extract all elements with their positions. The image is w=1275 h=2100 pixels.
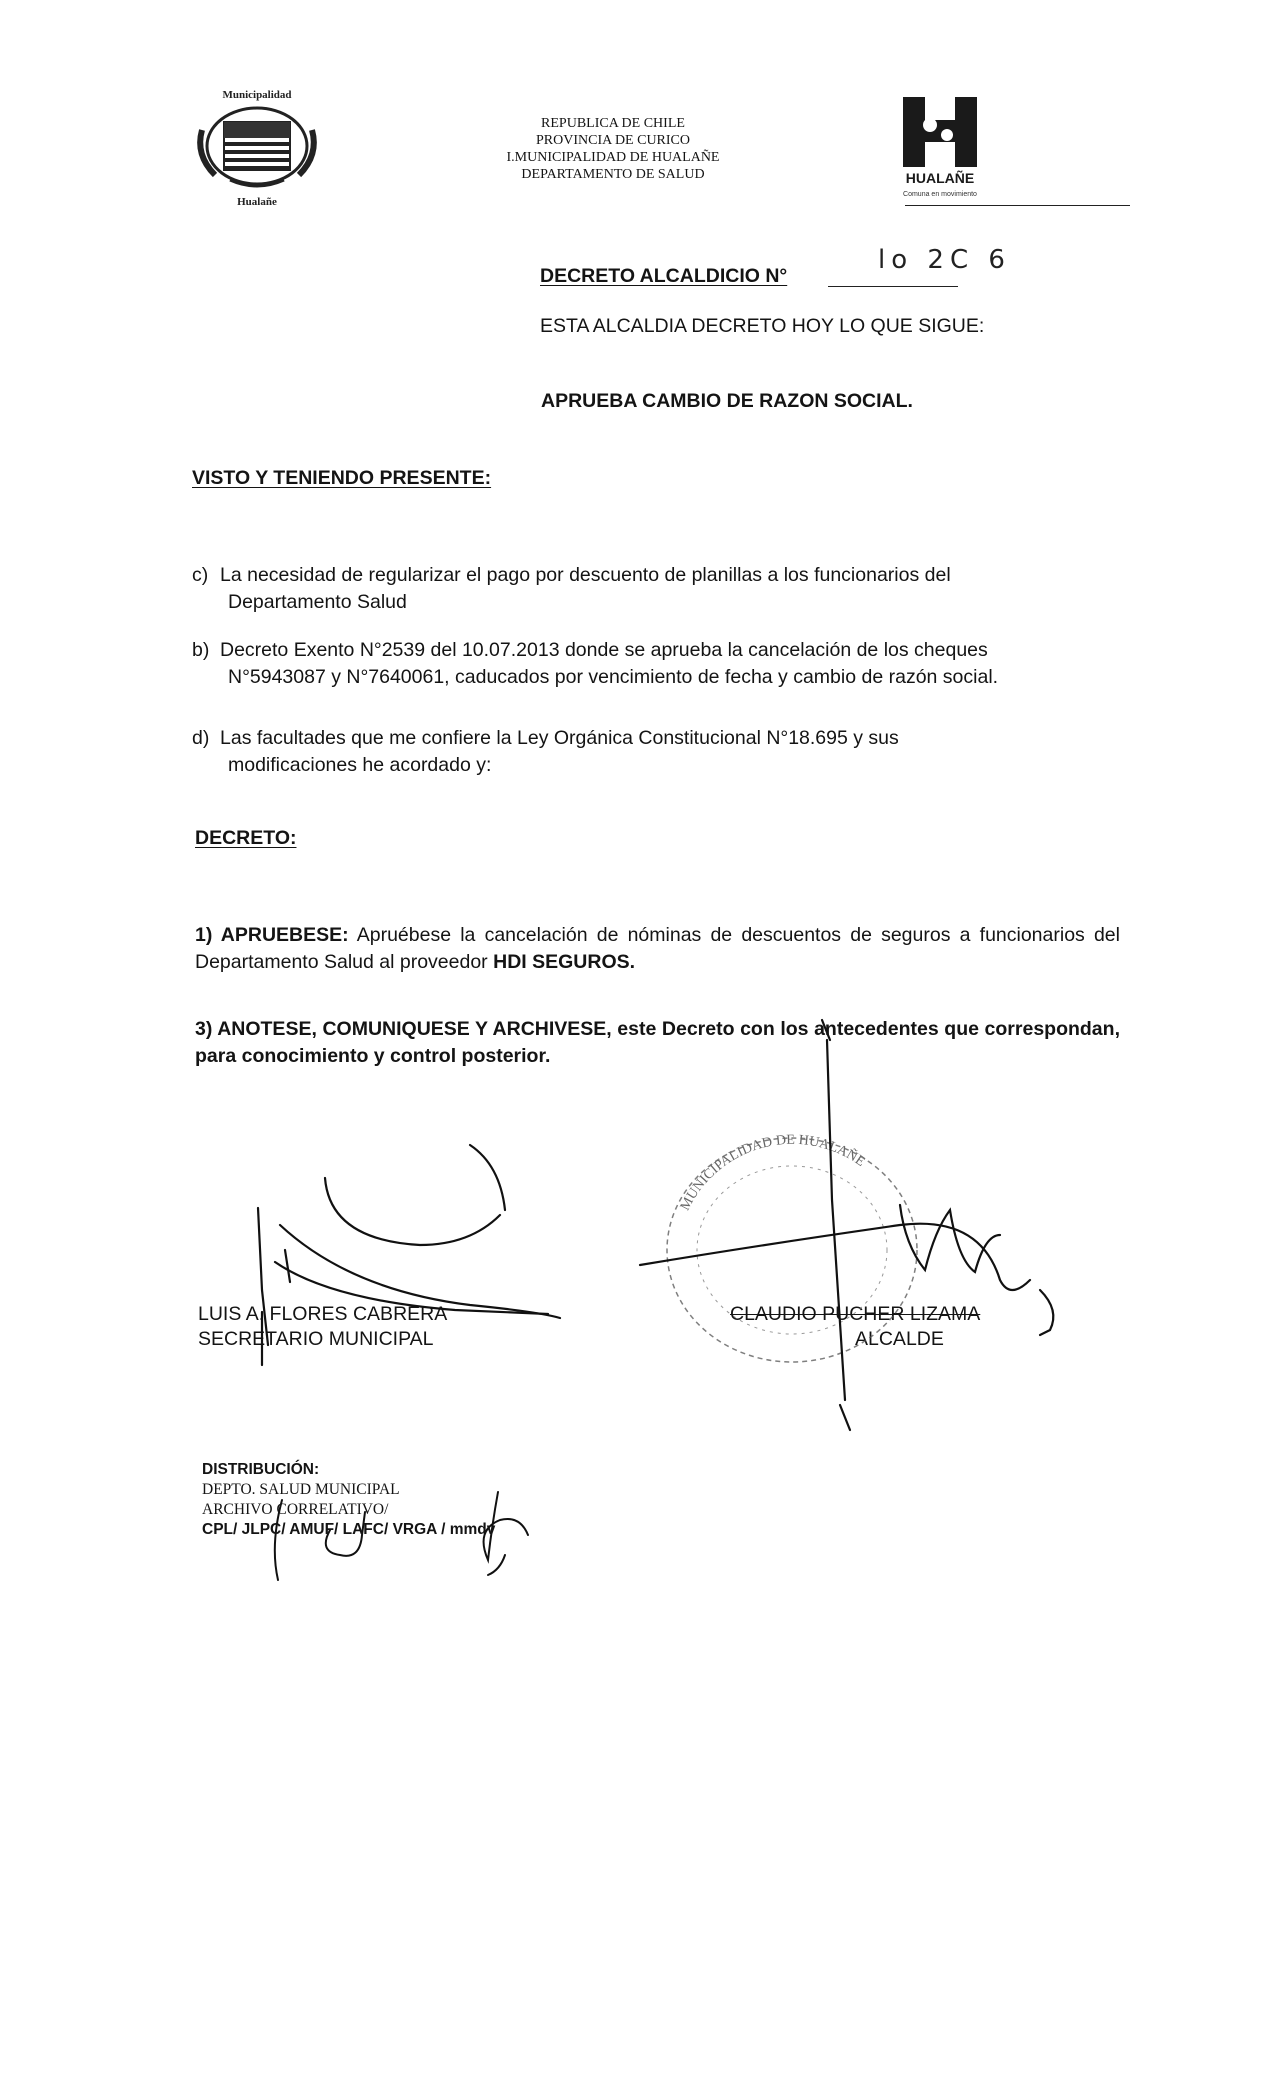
left-signature-strokes xyxy=(258,1145,560,1365)
resolution-text: este Decreto con los antecedentes que correspondan, para conocimiento y control posterior. xyxy=(195,1018,1120,1067)
item-text-cont: modificaciones he acordado y: xyxy=(228,754,492,776)
header-line: REPUBLICA DE CHILE xyxy=(541,116,685,131)
signer-name: CLAUDIO PUCHER LIZAMA xyxy=(730,1303,981,1325)
item-label: c) xyxy=(192,564,209,586)
decreto-heading: DECRETO: xyxy=(195,827,297,849)
distribution-block xyxy=(202,1460,495,1540)
logo-tagline: Comuna en movimiento xyxy=(903,191,977,198)
seal-text: MUNICIPALIDAD DE HUALAÑE xyxy=(677,1132,868,1214)
right-signature-strokes xyxy=(640,1020,1053,1430)
crest-text-bottom: Hualañe xyxy=(237,196,277,208)
resolution-text: Apruébese la cancelación de nóminas de descuentos de seguros a funcionarios del Departamento Salud al proveedor xyxy=(195,924,1120,973)
decree-title: DECRETO ALCALDICIO N° xyxy=(540,265,788,287)
signer-name: LUIS A. FLORES CABRERA xyxy=(198,1303,448,1325)
item-text: Decreto Exento N°2539 del 10.07.2013 donde se aprueba la cancelación de los cheques xyxy=(220,639,988,661)
signer-title: SECRETARIO MUNICIPAL xyxy=(198,1328,434,1350)
header-line: I.MUNICIPALIDAD DE HUALAÑE xyxy=(506,150,720,165)
resolution-lead: 1) APRUEBESE: xyxy=(195,924,349,946)
resolution-lead: 3) ANOTESE, COMUNIQUESE Y ARCHIVESE, xyxy=(195,1018,612,1040)
municipal-seal xyxy=(667,1133,917,1362)
distribution-heading: DISTRIBUCIÓN: xyxy=(202,1461,320,1478)
header-line: PROVINCIA DE CURICO xyxy=(535,133,690,148)
signer-title: ALCALDE xyxy=(855,1328,944,1350)
logo-name: HUALAÑE xyxy=(905,170,975,186)
visto-heading: VISTO Y TENIENDO PRESENTE: xyxy=(192,467,492,489)
item-text-cont: Departamento Salud xyxy=(228,591,407,613)
header-line: DEPARTAMENTO DE SALUD xyxy=(521,167,705,182)
decree-number-handwritten: lo 2C 6 xyxy=(878,245,1011,275)
intro-line: ESTA ALCALDIA DECRETO HOY LO QUE SIGUE: xyxy=(540,315,985,337)
item-text: Las facultades que me confiere la Ley Orgánica Constitucional N°18.695 y sus xyxy=(220,727,899,749)
distribution-initials: CPL/ JLPC/ AMUF/ LAFC/ VRGA / mmdv xyxy=(202,1521,496,1538)
resolution-tail: HDI SEGUROS. xyxy=(493,951,636,973)
item-label: b) xyxy=(192,639,210,661)
item-label: d) xyxy=(192,727,210,749)
item-text: La necesidad de regularizar el pago por descuento de planillas a los funcionarios del xyxy=(220,564,951,586)
crest-text-top: Municipalidad xyxy=(222,89,292,101)
subject-line: APRUEBA CAMBIO DE RAZON SOCIAL. xyxy=(541,390,913,412)
distribution-line: ARCHIVO CORRELATIVO/ xyxy=(202,1501,389,1518)
item-text-cont: N°5943087 y N°7640061, caducados por vencimiento de fecha y cambio de razón social. xyxy=(228,666,999,688)
distribution-line: DEPTO. SALUD MUNICIPAL xyxy=(202,1481,400,1498)
